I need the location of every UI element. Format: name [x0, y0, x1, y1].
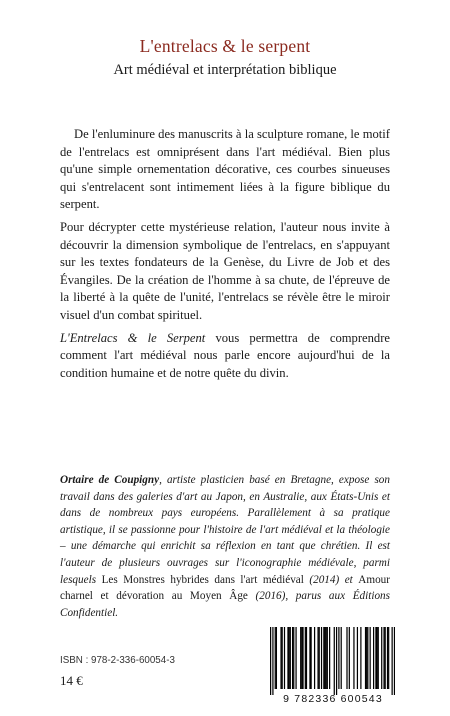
barcode-bar: [323, 627, 324, 689]
bio-text-1: , artiste plasticien basé en Bretagne, expose son travail dans des galeries d'art au Japon, en Australie, aux États-Unis et dans de nombreux pays européens. Parallèlement à sa pratique artistique, il se passionne pour l'histoire de l'art médiéval et la théologie – une démarche qui enrichit sa réflexion en tant que chrétien. Il est l'auteur de plusieurs ouvrages sur l'iconographie médiévale, parmi lesquels: [60, 474, 390, 586]
barcode-bar: [314, 627, 315, 689]
barcode-bar: [334, 627, 335, 695]
barcode-bar: [353, 627, 354, 689]
barcode-bar: [392, 627, 393, 695]
barcode-bar: [306, 627, 307, 689]
barcode-bar: [360, 627, 361, 689]
blurb-paragraph-2: Pour décrypter cette mystérieuse relation, l'auteur nous invite à découvrir la dimension symbolique de l'entrelacs, en s'appuyant sur les textes fondateurs de la Genèse, du Livre de Job et des Évangiles. De la création de l'homme à sa chute, de l'épreuve de la liberté à la quête de l'unité, l'entrelacs se révèle être le miroir visuel d'un combat spirituel.: [60, 219, 390, 322]
barcode-bar: [370, 627, 371, 689]
barcode-bar: [394, 627, 395, 695]
barcode-bar: [375, 627, 376, 689]
barcode-bar: [280, 627, 281, 689]
barcode-bar: [388, 627, 389, 689]
barcode-bar: [289, 627, 290, 689]
blurb-paragraph-3: [60, 330, 390, 383]
barcode-bar: [290, 627, 291, 689]
barcode-bar: [293, 627, 294, 689]
barcode-bar: [365, 627, 366, 689]
bio-and: et: [339, 573, 359, 586]
barcode-bar: [326, 627, 327, 689]
barcode-bar: [272, 627, 273, 695]
barcode-bar: [287, 627, 288, 689]
blurb-paragraph-3-text: vous permettra de comprendre comment l'art médiéval nous parle encore aujourd'hui de la condition humaine et de notre quête du divin.: [60, 330, 390, 380]
barcode-bar: [367, 627, 368, 689]
back-cover-blurb: [60, 126, 390, 387]
barcode-bar: [338, 627, 339, 689]
barcode-bar: [300, 627, 301, 689]
barcode-digits: 9 782336 600543: [283, 693, 383, 705]
barcode-bar: [336, 627, 337, 695]
barcode-bar: [292, 627, 293, 689]
barcode-bar: [373, 627, 374, 689]
price: 14 €: [60, 673, 83, 688]
barcode-bar: [383, 627, 384, 689]
barcode-bar: [319, 627, 320, 689]
blurb-book-title: L'Entrelacs & le Serpent: [60, 330, 206, 345]
barcode-bar: [329, 627, 330, 689]
blurb-paragraph-1: De l'enluminure des manuscrits à la sculpture romane, le motif de l'entrelacs est omniprésent dans l'art médiéval. Bien plus qu'une simple ornementation décorative, ces courbes sinueuses qui s'entrelacent sont intimement liées à la figure biblique du serpent.: [60, 127, 390, 212]
barcode-bar: [309, 627, 310, 689]
barcode-bar: [295, 627, 296, 689]
bio-book-2: Amour charnel et dévoration au Moyen Âge: [60, 573, 390, 603]
barcode-bar: [321, 627, 322, 689]
barcode-bar: [349, 627, 350, 689]
barcode-bar: [301, 627, 302, 689]
barcode-bar: [387, 627, 388, 689]
book-title: L'entrelacs & le serpent: [139, 36, 311, 56]
barcode-bar: [311, 627, 312, 689]
barcode-bar: [366, 627, 367, 689]
author-name: Ortaire de Coupigny: [60, 474, 160, 486]
barcode-bar: [327, 627, 328, 689]
book-subtitle: Art médiéval et interprétation biblique: [113, 62, 337, 78]
bio-year-1: (2014): [309, 573, 340, 586]
barcode-bar: [305, 627, 306, 689]
barcode-bar: [381, 627, 382, 689]
barcode-bar: [357, 627, 358, 689]
barcode-bar: [275, 627, 276, 689]
barcode-bar: [317, 627, 318, 689]
barcode-bar: [302, 627, 303, 689]
barcode-bar: [385, 627, 386, 689]
barcode-bar: [324, 627, 325, 689]
barcode-bar: [341, 627, 342, 689]
barcode-bar: [270, 627, 271, 695]
barcode-bar: [378, 627, 379, 689]
barcode-bar: [282, 627, 283, 689]
barcode-bar: [276, 627, 277, 689]
isbn: ISBN : 978-2-336-60054-3: [60, 655, 175, 666]
barcode-bar: [346, 627, 347, 689]
barcode-bar: [376, 627, 377, 689]
bio-year-2: (2016), parus aux Éditions Confidentiel.: [60, 590, 390, 619]
barcode-bar: [284, 627, 285, 689]
bio-book-1: Les Monstres hybrides dans l'art médiéval: [101, 573, 310, 586]
author-biography: [60, 472, 390, 621]
